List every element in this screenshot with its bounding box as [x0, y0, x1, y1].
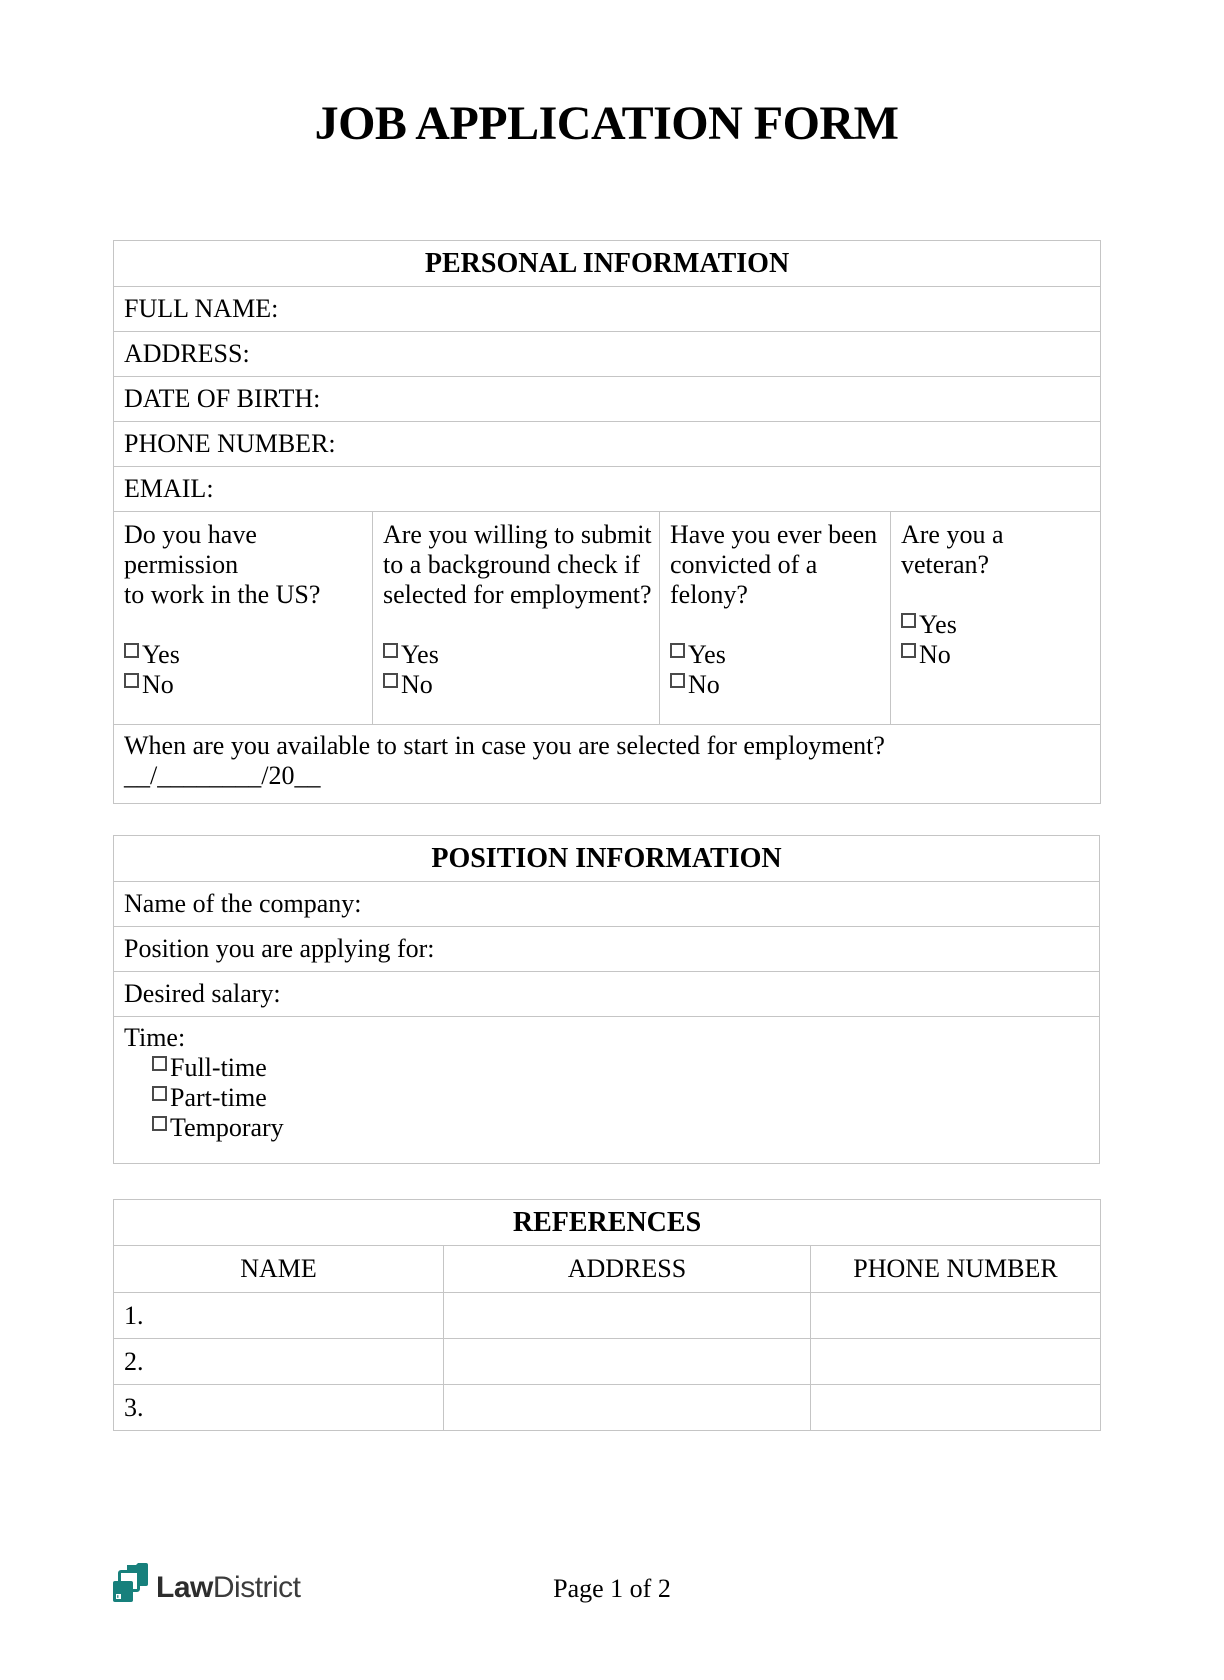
- position-information-table: [113, 835, 1100, 1164]
- checkbox-icon[interactable]: [670, 643, 685, 658]
- field-label-phone-number: PHONE NUMBER:: [114, 422, 1101, 467]
- field-label-company-name: Name of the company:: [114, 882, 1100, 927]
- personal-information-table: [113, 240, 1101, 804]
- question-veteran: [891, 512, 1101, 725]
- field-label-desired-salary: Desired salary:: [114, 972, 1100, 1017]
- checkbox-icon[interactable]: [152, 1116, 167, 1131]
- availability-row: [114, 725, 1101, 804]
- reference-number: 2.: [114, 1339, 444, 1385]
- field-label-position: Position you are applying for:: [114, 927, 1100, 972]
- checkbox-icon[interactable]: [383, 643, 398, 658]
- brand-district-text: District: [212, 1570, 301, 1604]
- reference-row-3: [114, 1385, 1101, 1431]
- checkbox-icon[interactable]: [901, 643, 916, 658]
- question-text: Have you ever been: [670, 520, 878, 549]
- reference-number: 3.: [114, 1385, 444, 1431]
- checkbox-icon[interactable]: [124, 643, 139, 658]
- field-row-address: [114, 332, 1101, 377]
- question-felony: [660, 512, 891, 725]
- page-title: JOB APPLICATION FORM: [314, 97, 899, 150]
- page-footer: [0, 1562, 1224, 1622]
- reference-phone-cell: [811, 1293, 1101, 1339]
- question-background-check: [373, 512, 660, 725]
- option-label: No: [919, 640, 951, 669]
- reference-address-cell: [444, 1385, 811, 1431]
- field-label-address: ADDRESS:: [114, 332, 1101, 377]
- reference-row-1: [114, 1293, 1101, 1339]
- option-label: No: [688, 670, 720, 699]
- eligibility-questions-row: [114, 512, 1101, 725]
- question-text: to work in the US?: [124, 580, 321, 609]
- reference-phone-cell: [811, 1385, 1101, 1431]
- checkbox-icon[interactable]: [152, 1056, 167, 1071]
- reference-row-2: [114, 1339, 1101, 1385]
- column-header-phone-number: PHONE NUMBER: [811, 1246, 1101, 1293]
- field-row-date-of-birth: [114, 377, 1101, 422]
- checkbox-icon[interactable]: [670, 673, 685, 688]
- reference-address-cell: [444, 1339, 811, 1385]
- question-text: selected for employment?: [383, 580, 652, 609]
- time-label: Time:: [124, 1023, 186, 1052]
- field-label-full-name: FULL NAME:: [114, 287, 1101, 332]
- field-row-email: [114, 467, 1101, 512]
- column-header-name: NAME: [114, 1246, 444, 1293]
- option-label: Full-time: [170, 1053, 267, 1082]
- option-label: No: [142, 670, 174, 699]
- option-label: Yes: [688, 640, 726, 669]
- page-content: [113, 96, 1100, 1431]
- checkbox-icon[interactable]: [383, 673, 398, 688]
- option-label: Part-time: [170, 1083, 267, 1112]
- question-work-permission: [114, 512, 373, 725]
- position-information-header: POSITION INFORMATION: [114, 836, 1100, 882]
- reference-phone-cell: [811, 1339, 1101, 1385]
- reference-address-cell: [444, 1293, 811, 1339]
- checkbox-icon[interactable]: [152, 1086, 167, 1101]
- option-label: Yes: [919, 610, 957, 639]
- checkbox-icon[interactable]: [901, 613, 916, 628]
- question-text: Are you a veteran?: [901, 520, 1004, 579]
- option-label: Temporary: [170, 1113, 284, 1142]
- reference-number: 1.: [114, 1293, 444, 1339]
- time-row: [114, 1017, 1100, 1164]
- field-row-phone-number: [114, 422, 1101, 467]
- question-text: Are you willing to submit: [383, 520, 652, 549]
- field-label-date-of-birth: DATE OF BIRTH:: [114, 377, 1101, 422]
- personal-information-header: PERSONAL INFORMATION: [114, 241, 1101, 287]
- field-row-position: [114, 927, 1100, 972]
- references-header: REFERENCES: [114, 1200, 1101, 1246]
- question-text: Do you have permission: [124, 520, 257, 579]
- question-text: convicted of a felony?: [670, 550, 818, 609]
- field-row-company-name: [114, 882, 1100, 927]
- time-cell: [114, 1017, 1100, 1164]
- availability-date-blank: __/________/20__: [124, 761, 321, 790]
- option-label: Yes: [142, 640, 180, 669]
- availability-question: When are you available to start in case you are selected for employment?: [124, 731, 885, 760]
- references-table: [113, 1199, 1101, 1431]
- brand-law-text: Law: [156, 1570, 213, 1604]
- availability-cell: [114, 725, 1101, 804]
- field-label-email: EMAIL:: [114, 467, 1101, 512]
- page-number-label: Page 1 of 2: [553, 1574, 671, 1603]
- option-label: Yes: [401, 640, 439, 669]
- checkbox-icon[interactable]: [124, 673, 139, 688]
- field-row-full-name: [114, 287, 1101, 332]
- column-header-address: ADDRESS: [444, 1246, 811, 1293]
- references-column-header-row: [114, 1246, 1101, 1293]
- option-label: No: [401, 670, 433, 699]
- field-row-desired-salary: [114, 972, 1100, 1017]
- question-text: to a background check if: [383, 550, 641, 579]
